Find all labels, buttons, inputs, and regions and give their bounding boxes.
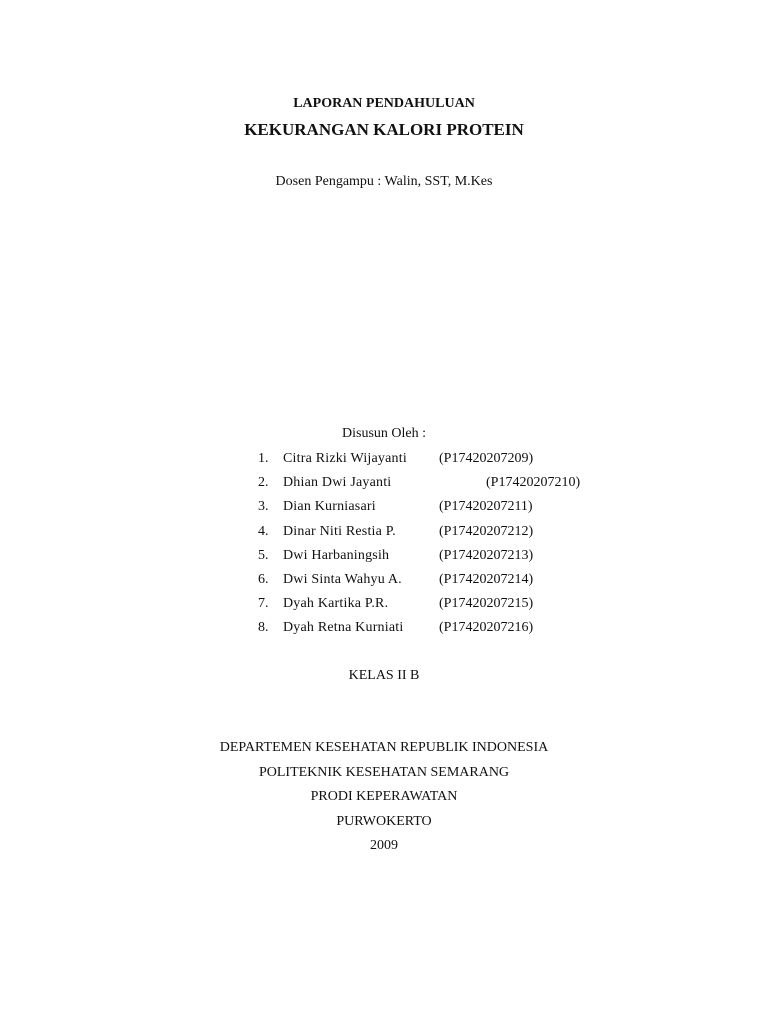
member-name: Dian Kurniasari xyxy=(283,499,376,515)
member-item xyxy=(258,473,658,497)
compiled-by-heading: Disusun Oleh : xyxy=(342,426,426,441)
member-item xyxy=(258,497,658,521)
member-nim: (P17420207214) xyxy=(439,571,534,587)
member-number: 1. xyxy=(258,451,269,466)
member-name: Dhian Dwi Jayanti xyxy=(283,475,392,491)
member-number: 8. xyxy=(258,620,269,636)
member-number: 5. xyxy=(258,547,269,563)
member-name: Dinar Niti Restia P. xyxy=(283,523,396,539)
year: 2009 xyxy=(370,838,398,853)
report-type: LAPORAN PENDAHULUAN xyxy=(293,96,475,111)
member-nim: (P17420207213) xyxy=(439,547,534,563)
member-number: 3. xyxy=(258,499,269,515)
member-list xyxy=(258,449,658,643)
member-name: Dwi Harbaningsih xyxy=(283,547,390,563)
member-number: 7. xyxy=(258,596,269,612)
member-number: 6. xyxy=(258,571,269,587)
city-name: PURWOKERTO xyxy=(336,814,432,829)
member-number: 2. xyxy=(258,475,269,491)
member-name: Dyah Retna Kurniati xyxy=(283,620,404,636)
polytechnic-name: POLITEKNIK KESEHATAN SEMARANG xyxy=(258,765,510,780)
member-item xyxy=(258,618,658,642)
member-nim: (P17420207215) xyxy=(439,596,534,612)
member-item xyxy=(258,546,658,570)
department-name: DEPARTEMEN KESEHATAN REPUBLIK INDONESIA xyxy=(219,740,549,755)
member-item xyxy=(258,594,658,618)
class-name: KELAS II B xyxy=(348,668,420,683)
member-item xyxy=(258,522,658,546)
lecturer-line: Dosen Pengampu : Walin, SST, M.Kes xyxy=(275,174,493,189)
report-title: KEKURANGAN KALORI PROTEIN xyxy=(244,120,524,139)
member-nim: (P17420207211) xyxy=(439,499,533,515)
member-nim: (P17420207209) xyxy=(439,451,534,466)
member-name: Citra Rizki Wijayanti xyxy=(283,451,407,466)
member-nim: (P17420207210) xyxy=(486,475,581,491)
member-item xyxy=(258,449,658,473)
member-nim: (P17420207216) xyxy=(439,620,534,636)
member-name: Dwi Sinta Wahyu A. xyxy=(283,571,402,587)
member-number: 4. xyxy=(258,523,269,539)
program-name: PRODI KEPERAWATAN xyxy=(310,789,458,804)
member-name: Dyah Kartika P.R. xyxy=(283,596,389,612)
member-nim: (P17420207212) xyxy=(439,523,534,539)
member-item xyxy=(258,570,658,594)
